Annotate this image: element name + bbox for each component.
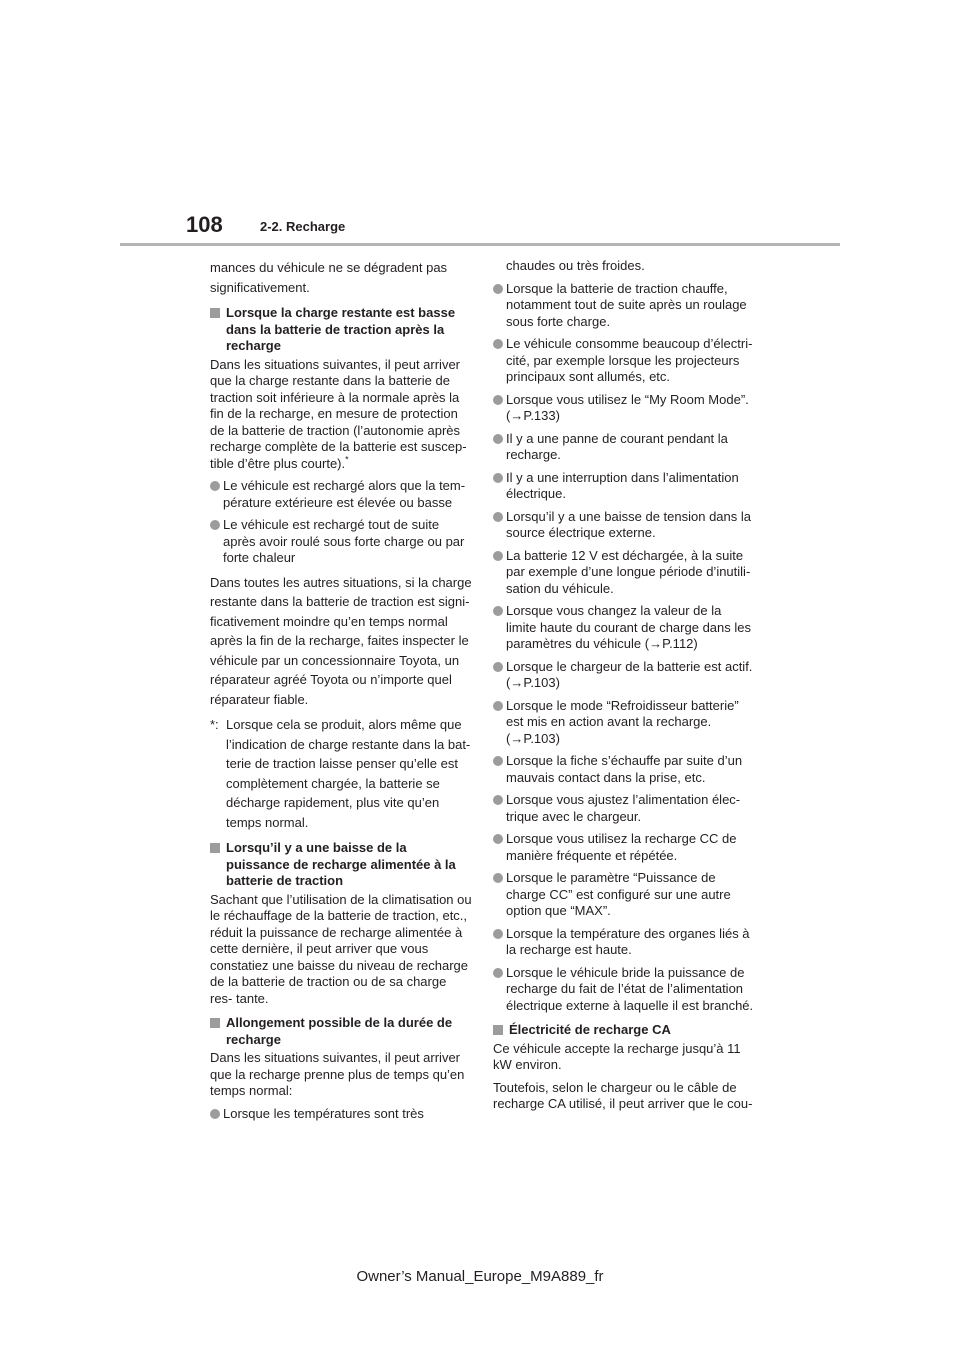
- circle-bullet-icon: [493, 339, 503, 349]
- circle-bullet-icon: [493, 929, 503, 939]
- square-bullet-icon: [210, 843, 220, 853]
- footnote: *: Lorsque cela se produit, alors même que l’indication de charge restante dans la bat- terie de traction laisse penser qu’elle est complètement chargée, la batterie se décharge rapidement, plus vite qu’en temps normal.: [210, 717, 471, 830]
- left-column: [210, 258, 472, 1128]
- page-number: 108: [186, 212, 223, 237]
- footnote-marker: *: [345, 454, 349, 465]
- circle-bullet-icon: [210, 1109, 220, 1119]
- paragraph: Dans les situations suivantes, il peut arriver que la recharge prenne plus de temps qu’en temps normal:: [210, 1050, 465, 1098]
- heading-low-charge: Lorsque la charge restante est basse dans la batterie de traction après la recharge: [210, 305, 472, 355]
- list-item: Le véhicule consomme beaucoup d’électri- cité, par exemple lorsque les projecteurs principaux sont allumés, etc.: [493, 336, 755, 386]
- list-item: Lorsque vous utilisez la recharge CC de manière fréquente et répétée.: [493, 831, 755, 864]
- circle-bullet-icon: [493, 512, 503, 522]
- square-bullet-icon: [210, 1018, 220, 1028]
- list-item: Lorsque vous ajustez l’alimentation élec- trique avec le chargeur.: [493, 792, 755, 825]
- circle-bullet-icon: [493, 873, 503, 883]
- right-column: [493, 258, 755, 1119]
- paragraph: Dans toutes les autres situations, si la charge restante dans la batterie de traction est signi- ficativement moindre qu’en temps normal après la fin de la recharge, faites inspecter le véhicule par un concessionnaire Toyota, un réparateur agréé Toyota ou n’importe quel réparateur fiable.: [210, 574, 472, 707]
- circle-bullet-icon: [493, 606, 503, 616]
- heading-power-drop: Lorsqu’il y a une baisse de la puissance de recharge alimentée à la batterie de traction: [210, 840, 472, 890]
- circle-bullet-icon: [493, 473, 503, 483]
- list-item: Le véhicule est rechargé tout de suite après avoir roulé sous forte charge ou par forte chaleur: [210, 517, 472, 567]
- intro-text: mances du véhicule ne se dégradent pas significativement.: [210, 260, 448, 295]
- list-item: Lorsque la fiche s’échauffe par suite d’un mauvais contact dans la prise, etc.: [493, 753, 755, 786]
- paragraph: Sachant que l’utilisation de la climatisation ou le réchauffage de la batterie de traction, etc., réduit la puissance de recharge alimentée à cette dernière, il peut arriver que vous constatiez une baisse du niveau de recharge de la batterie de traction ou de sa charge res- tante.: [210, 891, 472, 1006]
- paragraph: Toutefois, selon le chargeur ou le câble de recharge CA utilisé, il peut arriver que le cou-: [493, 1079, 753, 1111]
- section-title: 2-2. Recharge: [260, 219, 346, 234]
- list-item: Lorsque les températures sont très: [210, 1106, 472, 1123]
- square-bullet-icon: [493, 1025, 503, 1035]
- circle-bullet-icon: [493, 284, 503, 294]
- circle-bullet-icon: [210, 481, 220, 491]
- list-item: Lorsque la température des organes liés à la recharge est haute.: [493, 926, 755, 959]
- heading-longer-charge: Allongement possible de la durée de recharge: [210, 1015, 472, 1048]
- list-item: Lorsque le paramètre “Puissance de charge CC” est configuré sur une autre option que “MAX”.: [493, 870, 755, 920]
- list-item: Lorsqu’il y a une baisse de tension dans la source électrique externe.: [493, 509, 755, 542]
- circle-bullet-icon: [493, 834, 503, 844]
- square-bullet-icon: [210, 308, 220, 318]
- paragraph: Ce véhicule accepte la recharge jusqu’à 11 kW environ.: [493, 1040, 741, 1072]
- circle-bullet-icon: [493, 551, 503, 561]
- list-item: Lorsque le mode “Refroidisseur batterie” est mis en action avant la recharge. (→P.103): [493, 698, 755, 748]
- list-item: La batterie 12 V est déchargée, à la suite par exemple d’une longue période d’inutili- sation du véhicule.: [493, 548, 755, 598]
- list-item: Il y a une panne de courant pendant la recharge.: [493, 431, 755, 464]
- circle-bullet-icon: [493, 795, 503, 805]
- heading-ac-power: Électricité de recharge CA: [493, 1022, 755, 1039]
- footnote-mark: *:: [210, 717, 219, 732]
- circle-bullet-icon: [493, 756, 503, 766]
- paragraph: Dans les situations suivantes, il peut arriver que la charge restante dans la batterie de traction soit inférieure à la normale après la fin de la recharge, en mesure de protection de la batterie de traction (l’autonomie après recharge complète de la batterie est suscep- tible d’être plus courte).*: [210, 356, 467, 471]
- continuation-text: chaudes ou très froides.: [506, 258, 645, 273]
- list-item: Lorsque vous changez la valeur de la limite haute du courant de charge dans les paramètres du véhicule (→P.112): [493, 603, 755, 653]
- circle-bullet-icon: [493, 434, 503, 444]
- list-item: Il y a une interruption dans l’alimentation électrique.: [493, 470, 755, 503]
- header-rule: [120, 243, 840, 246]
- list-item: Lorsque le chargeur de la batterie est actif. (→P.103): [493, 659, 755, 692]
- circle-bullet-icon: [210, 520, 220, 530]
- list-item: Lorsque le véhicule bride la puissance de recharge du fait de l’état de l’alimentation électrique externe à laquelle il est branché.: [493, 965, 755, 1015]
- circle-bullet-icon: [493, 701, 503, 711]
- footer-text: Owner’s Manual_Europe_M9A889_fr: [356, 1268, 604, 1285]
- list-item: Lorsque vous utilisez le “My Room Mode”. (→P.133): [493, 392, 755, 425]
- circle-bullet-icon: [493, 968, 503, 978]
- list-item: Le véhicule est rechargé alors que la tem- pérature extérieure est élevée ou basse: [210, 478, 472, 511]
- circle-bullet-icon: [493, 662, 503, 672]
- circle-bullet-icon: [493, 395, 503, 405]
- list-item: Lorsque la batterie de traction chauffe, notamment tout de suite après un roulage sous forte charge.: [493, 281, 755, 331]
